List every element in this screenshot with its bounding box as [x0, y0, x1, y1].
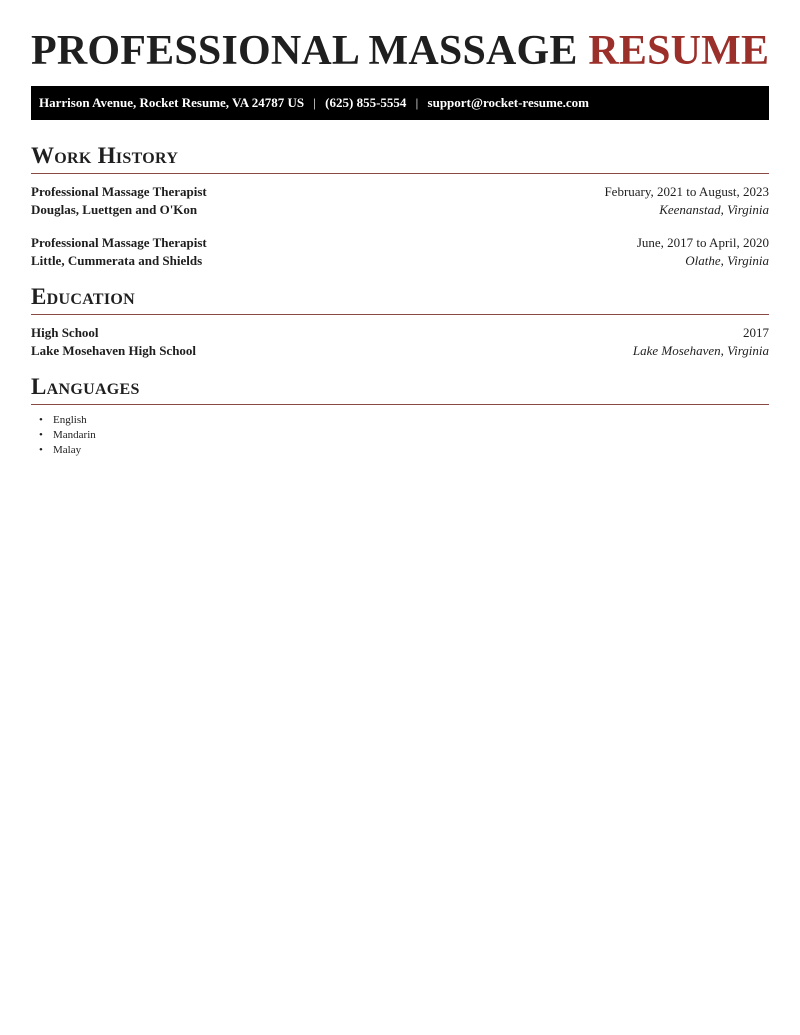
- education-section: [31, 283, 769, 359]
- resume-title: [31, 0, 769, 73]
- contact-address: Harrison Avenue, Rocket Resume, VA 24787 US: [39, 95, 305, 110]
- work-entry: [31, 234, 769, 269]
- job-location: Olathe, Virginia: [685, 252, 769, 268]
- job-dates: February, 2021 to August, 2023: [604, 184, 769, 199]
- contact-separator: |: [415, 95, 419, 110]
- resume-page: [31, 0, 769, 458]
- job-company: Douglas, Luettgen and O'Kon: [31, 201, 198, 217]
- section-divider: [31, 314, 769, 315]
- job-location: Keenanstad, Virginia: [659, 201, 769, 217]
- languages-section: [31, 373, 769, 458]
- work-history-section: [31, 142, 769, 269]
- languages-list: [31, 413, 769, 458]
- job-dates: June, 2017 to April, 2020: [636, 235, 769, 250]
- section-heading-languages: Languages: [31, 374, 140, 399]
- title-main: PROFESSIONAL MASSAGE: [31, 28, 578, 74]
- section-heading-work-history: Work History: [31, 143, 179, 168]
- language-item: • Mandarin: [39, 428, 769, 443]
- section-divider: [31, 404, 769, 405]
- title-accent: RESUME: [588, 28, 770, 74]
- contact-email: support@rocket-resume.com: [427, 95, 589, 110]
- section-divider: [31, 173, 769, 174]
- education-school: Lake Mosehaven High School: [31, 342, 197, 358]
- job-company: Little, Cummerata and Shields: [31, 252, 203, 268]
- work-entry: [31, 183, 769, 218]
- contact-phone: (625) 855-5554: [325, 95, 407, 110]
- education-location: Lake Mosehaven, Virginia: [632, 342, 769, 358]
- contact-separator: |: [313, 95, 316, 110]
- language-item: • English: [39, 413, 769, 428]
- job-position: Professional Massage Therapist: [31, 235, 207, 250]
- contact-bar: [31, 86, 769, 120]
- education-entry: [31, 324, 769, 359]
- education-degree: High School: [31, 325, 99, 340]
- section-heading-education: Education: [31, 284, 135, 309]
- language-item: • Malay: [39, 443, 769, 458]
- education-year: 2017: [743, 325, 769, 340]
- job-position: Professional Massage Therapist: [31, 184, 207, 199]
